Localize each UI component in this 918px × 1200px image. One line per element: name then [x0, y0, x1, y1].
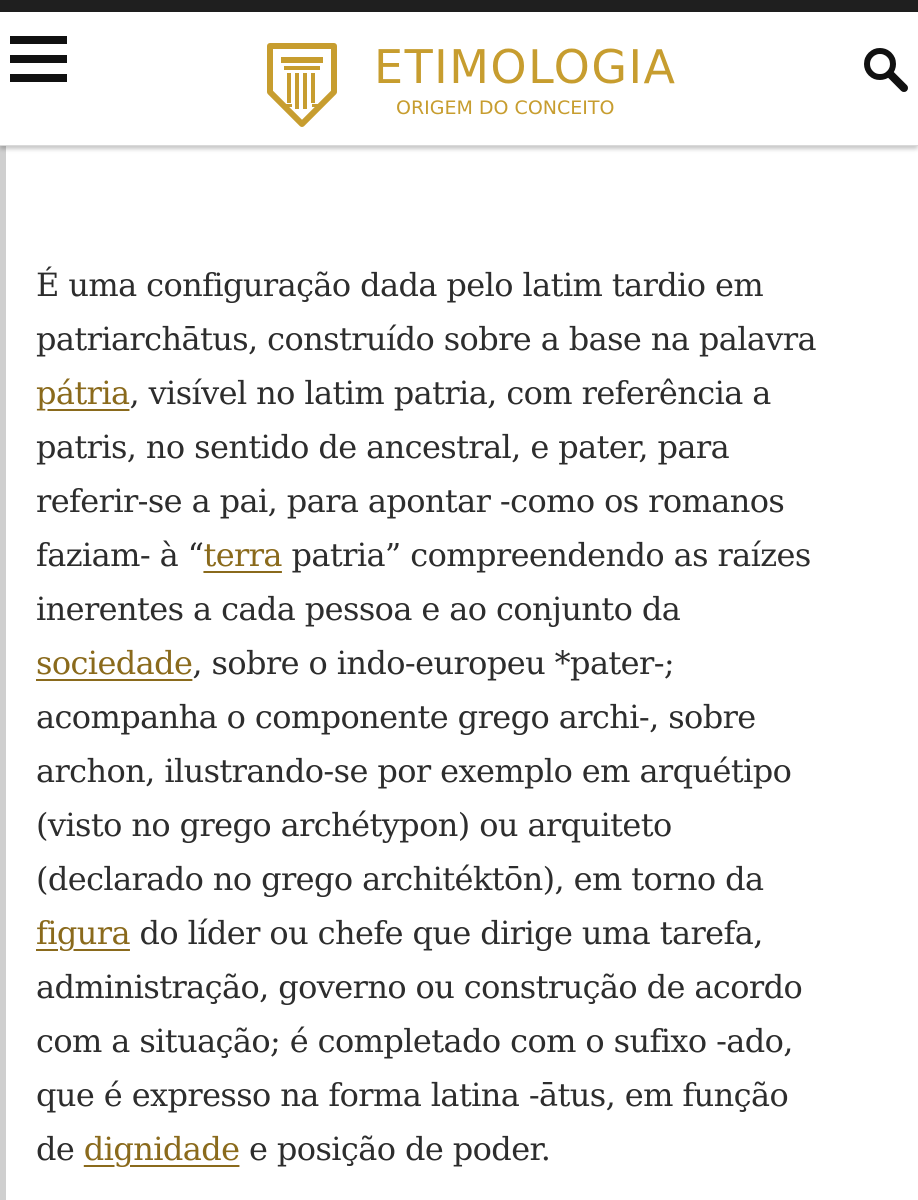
paragraph-line — [36, 366, 896, 420]
content-left-border — [0, 146, 6, 1200]
link-pátria[interactable]: pátria — [36, 374, 130, 412]
text-segment: É uma configuração dada pelo latim tardio em — [36, 266, 764, 304]
paragraph-line — [36, 636, 896, 690]
text-segment: archon, ilustrando-se por exemplo em arquétipo — [36, 752, 792, 790]
link-sociedade[interactable]: sociedade — [36, 644, 193, 682]
paragraph-line — [36, 906, 896, 960]
text-segment: (visto no grego archétypon) ou arquiteto — [36, 806, 672, 844]
article-body — [36, 258, 896, 1176]
text-segment: (declarado no grego architéktōn), em torno da — [36, 860, 764, 898]
paragraph-line — [36, 582, 896, 636]
text-segment: que é expresso na forma latina -ātus, em função — [36, 1076, 789, 1114]
paragraph-line — [36, 744, 896, 798]
search-icon[interactable] — [862, 46, 908, 92]
text-segment: patriarchātus, construído sobre a base na palavra — [36, 320, 817, 358]
site-logo[interactable] — [266, 40, 677, 138]
paragraph-line — [36, 528, 896, 582]
text-segment: inerentes a cada pessoa e ao conjunto da — [36, 590, 681, 628]
column-shield-icon — [266, 42, 338, 128]
hamburger-menu-icon[interactable] — [10, 36, 68, 84]
logo-title: ETIMOLOGIA — [374, 40, 677, 94]
site-header — [0, 12, 918, 146]
text-segment: de — [36, 1130, 84, 1168]
text-segment: acompanha o componente grego archi-, sobre — [36, 698, 756, 736]
status-bar — [0, 0, 918, 12]
link-dignidade[interactable]: dignidade — [83, 1130, 240, 1168]
link-terra[interactable]: terra — [203, 536, 282, 574]
paragraph-line — [36, 420, 896, 474]
text-segment: , sobre o indo-europeu *pater-; — [192, 644, 675, 682]
paragraph-line — [36, 1068, 896, 1122]
text-segment: e posição de poder. — [239, 1130, 551, 1168]
paragraph-line — [36, 852, 896, 906]
text-segment: faziam- à “ — [36, 536, 204, 574]
text-segment: do líder ou chefe que dirige uma tarefa, — [129, 914, 763, 952]
paragraph-line — [36, 960, 896, 1014]
text-segment: com a situação; é completado com o sufixo -ado, — [36, 1022, 793, 1060]
text-segment: , visível no latim patria, com referência a — [129, 374, 771, 412]
link-figura[interactable]: figura — [36, 914, 130, 952]
paragraph-line — [36, 474, 896, 528]
text-segment: patria” compreendendo as raízes — [281, 536, 811, 574]
paragraph-line — [36, 798, 896, 852]
paragraph-line — [36, 1014, 896, 1068]
logo-subtitle: ORIGEM DO CONCEITO — [396, 97, 615, 119]
paragraph-line — [36, 690, 896, 744]
text-segment: patris, no sentido de ancestral, e pater, para — [36, 428, 730, 466]
paragraph-line — [36, 258, 896, 312]
paragraph-line — [36, 312, 896, 366]
paragraph-line — [36, 1122, 896, 1176]
text-segment: administração, governo ou construção de acordo — [36, 968, 803, 1006]
text-segment: referir-se a pai, para apontar -como os romanos — [36, 482, 785, 520]
